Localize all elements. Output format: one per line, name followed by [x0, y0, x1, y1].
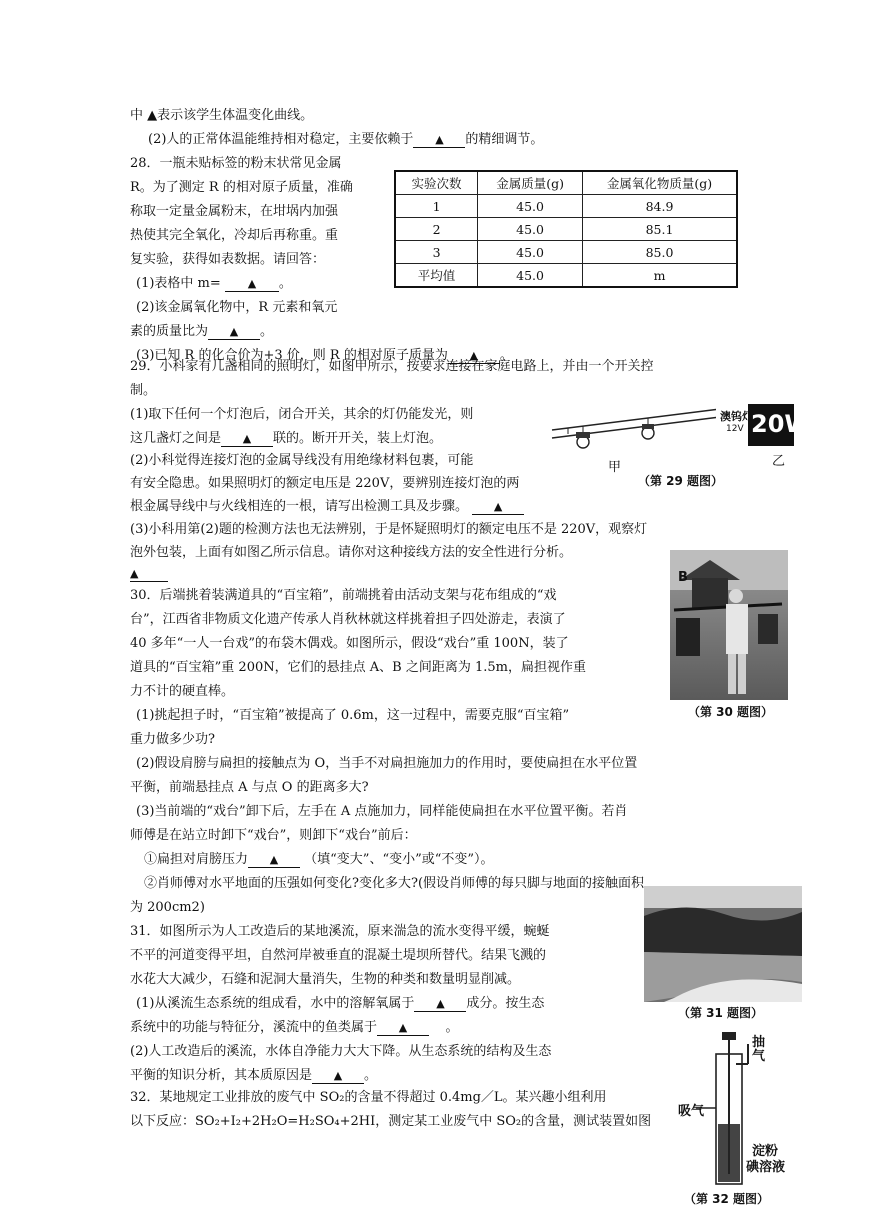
table-header-cell: 金属氧化物质量(g)	[583, 171, 737, 195]
lamp-wattage-label: 20W	[751, 410, 811, 438]
table-cell: 平均值	[395, 264, 478, 288]
answer-blank[interactable]: ▲	[221, 432, 273, 447]
text-seg: 。	[445, 1020, 459, 1035]
table-cell: 45.0	[478, 241, 583, 264]
text-line: 31．如图所示为人工改造后的某地溪流，原来湍急的流水变得平缓，蜿蜒	[130, 924, 550, 939]
figure-29	[548, 400, 811, 492]
text-line: 32．某地规定工业排放的废气中 SO₂的含量不得超过 0.4mg／L。某兴趣小组利用	[130, 1090, 607, 1105]
stream-photo	[644, 886, 802, 1022]
text-line: 师傅是在站立时卸下“戏台”，则卸下“戏台”前后：	[130, 828, 417, 843]
label-starch: 淀粉	[752, 1144, 779, 1159]
text-seg: （填“变大”、“变小”或“不变”）。	[304, 852, 494, 867]
text-line: 复实验，获得如表数据。请回答：	[130, 252, 326, 267]
figure-30	[670, 550, 788, 722]
text-seg: 。	[499, 348, 513, 363]
figure-caption: （第 32 题图）	[684, 1192, 770, 1206]
text-line: 力不计的硬直棒。	[130, 684, 235, 699]
figure-label-yi: 乙	[772, 454, 786, 469]
text-line: 平衡，前端悬挂点 A 与点 O 的距离多大?	[130, 780, 369, 795]
answer-blank[interactable]: ▲	[312, 1069, 364, 1084]
answer-blank[interactable]: ▲	[414, 997, 466, 1012]
answer-blank[interactable]: ▲	[413, 133, 465, 148]
table-cell: 84.9	[583, 195, 737, 218]
table-cell: 45.0	[478, 218, 583, 241]
table-cell: 85.1	[583, 218, 737, 241]
text-seg: ①扁担对肩膀压力	[144, 852, 249, 867]
text-line	[130, 1066, 377, 1085]
text-line	[130, 322, 273, 341]
text-line: 28．一瓶未贴标签的粉末状常见金属	[130, 156, 342, 171]
figure-caption: （第 31 题图）	[678, 1006, 764, 1020]
text-line: 有安全隐患。如果照明灯的额定电压是 220V，要辨别连接灯泡的两	[130, 476, 520, 491]
text-line: 为 200cm2)	[130, 900, 205, 915]
text-seg: 系统中的功能与特征分，溪流中的鱼类属于	[130, 1020, 378, 1035]
text-line	[144, 850, 494, 869]
text-seg: 。	[260, 324, 274, 339]
text-line: (3)当前端的“戏台”卸下后，左手在 A 点施加力，同样能使扁担在水平位置平衡。若肖	[136, 804, 628, 819]
table-header-row	[395, 171, 737, 195]
answer-blank[interactable]: ▲	[377, 1021, 429, 1036]
label-xiqi: 吸气	[678, 1104, 705, 1119]
text-seg: 。	[278, 276, 292, 291]
text-line: 泡外包装，上面有如图乙所示信息。请你对这种接线方法的安全性进行分析。	[130, 545, 573, 560]
text-line: (2)假设肩膀与扁担的接触点为 O，当手不对扁担施加力的作用时，要使扁担在水平位置	[136, 756, 638, 771]
figure-31	[644, 886, 802, 1022]
text-line: 以下反应：SO₂+I₂+2H₂O=H₂SO₄+2HI，测定某工业废气中 SO₂的含量，测试装置如图	[130, 1114, 652, 1129]
text-seg: 联的。断开开关，装上灯泡。	[273, 431, 443, 446]
text-line	[148, 130, 543, 149]
text-line	[130, 564, 168, 583]
table-cell: m	[583, 264, 737, 288]
text-line: 水花大大减少，石缝和泥洞大量消失，生物的种类和数量明显削减。	[130, 972, 521, 987]
text-seg: 的精细调节。	[465, 132, 544, 147]
text-line: (2)该金属氧化物中，R 元素和氧元	[136, 300, 338, 315]
text-seg: (1)表格中 m=	[136, 276, 221, 291]
table-row	[395, 241, 737, 264]
text-line: 热使其完全氧化，冷却后再称重。重	[130, 228, 339, 243]
table-row	[395, 218, 737, 241]
text-line	[130, 497, 524, 516]
figure-label-b: B	[678, 570, 688, 585]
label-chouqi: 抽气	[752, 1035, 766, 1064]
label-iodine-solution: 碘溶液	[746, 1160, 786, 1175]
text-line: 不平的河道变得平坦，自然河岸被垂直的混凝土堤坝所替代。结果飞溅的	[130, 948, 547, 963]
lamp-voltage-label: 12V	[726, 424, 744, 434]
table-cell: 45.0	[478, 195, 583, 218]
table-cell: 1	[395, 195, 478, 218]
text-seg: 素的质量比为	[130, 324, 209, 339]
text-seg: 平衡的知识分析，其本质原因是	[130, 1068, 313, 1083]
table-header-cell: 金属质量(g)	[478, 171, 583, 195]
table-cell: 3	[395, 241, 478, 264]
text-line: (2)小科觉得连接灯泡的金属导线没有用绝缘材料包裹，可能	[130, 453, 474, 468]
table-cell: 45.0	[478, 264, 583, 288]
text-line: 29．小科家有几盏相同的照明灯，如图甲所示，按要求连接在家庭电路上，并由一个开关控	[130, 359, 654, 374]
answer-blank[interactable]: ▲	[208, 325, 260, 340]
figure-label-jia: 甲	[608, 460, 622, 475]
text-line: R。为了测定 R 的相对原子质量，准确	[130, 180, 353, 195]
text-line	[130, 429, 442, 448]
text-line: 制。	[130, 383, 157, 398]
text-line: (1)取下任何一个灯泡后，闭合开关，其余的灯仍能发光，则	[130, 407, 474, 422]
text-seg: 。	[364, 1068, 378, 1083]
table-cell: 85.0	[583, 241, 737, 264]
figure-caption: （第 29 题图）	[638, 474, 724, 488]
lamp-brand-label: 澳钨灯	[720, 410, 753, 423]
answer-blank[interactable]: ▲	[130, 567, 168, 582]
text-seg: (3)已知 R 的化合价为+3 价，则 R 的相对原子质量为	[136, 348, 448, 363]
text-seg: (2)人的正常体温能维持相对稳定，主要依赖于	[148, 132, 414, 147]
text-line: (1)挑起担子时，“百宝箱”被提高了 0.6m，这一过程中，需要克服“百宝箱”	[136, 708, 570, 723]
text-line	[130, 1018, 459, 1037]
text-line	[136, 994, 544, 1013]
answer-blank[interactable]: ▲	[248, 853, 300, 868]
data-table	[394, 170, 738, 288]
answer-blank[interactable]: ▲	[472, 500, 524, 515]
table-cell: 2	[395, 218, 478, 241]
answer-blank[interactable]: ▲	[448, 349, 500, 364]
text-line: 台”，江西省非物质文化遗产传承人肖秋林就这样挑着担子四处游走，表演了	[130, 612, 566, 627]
text-seg: 成分。按生态	[466, 996, 545, 1011]
text-line	[136, 274, 292, 293]
text-line: 道具的“百宝箱”重 200N，它们的悬挂点 A、B 之间距离为 1.5m，扁担视作重	[130, 660, 586, 675]
text-line: 称取一定量金属粉末，在坩埚内加强	[130, 204, 339, 219]
text-seg: 这几盏灯之间是	[130, 431, 222, 446]
table-row	[395, 264, 737, 288]
text-line: 中 ▲表示该学生体温变化曲线。	[130, 108, 314, 123]
text-line: 重力做多少功?	[130, 732, 215, 747]
text-line: ②肖师傅对水平地面的压强如何变化?变化多大?(假设肖师傅的每只脚与地面的接触面积	[144, 876, 645, 891]
text-line: 40 多年“一人一台戏”的布袋木偶戏。如图所示，假设“戏台”重 100N，装了	[130, 636, 569, 651]
figure-32	[676, 1024, 804, 1210]
text-line: (2)人工改造后的溪流，水体自净能力大大下降。从生态系统的结构及生态	[130, 1044, 552, 1059]
table-header-cell: 实验次数	[395, 171, 478, 195]
answer-blank[interactable]: ▲	[225, 277, 279, 292]
figure-caption: （第 30 题图）	[688, 705, 774, 719]
table-row	[395, 195, 737, 218]
text-seg: (1)从溪流生态系统的组成看，水中的溶解氧属于	[136, 996, 415, 1011]
text-line: (3)小科用第(2)题的检测方法也无法辨别，于是怀疑照明灯的额定电压不是 220V，观察灯	[130, 522, 648, 537]
text-line: 30．后端挑着装满道具的“百宝箱”，前端挑着由活动支架与花布组成的“戏	[130, 588, 557, 603]
text-seg: 根金属导线中与火线相连的一根，请写出检测工具及步骤。	[130, 499, 469, 514]
